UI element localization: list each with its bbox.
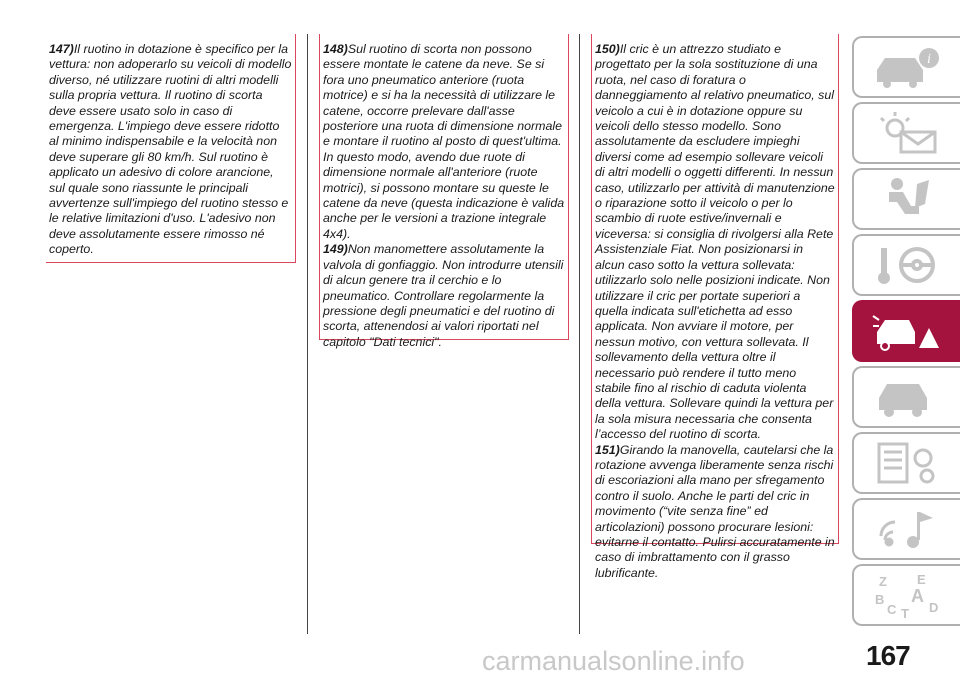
index-letters-icon bbox=[871, 572, 943, 618]
tab-car-info[interactable] bbox=[852, 36, 960, 98]
warning-box-150-151 bbox=[591, 34, 839, 580]
note-147 bbox=[49, 42, 292, 258]
warning-box-147 bbox=[46, 34, 296, 263]
emergency-icon bbox=[871, 308, 943, 354]
index-letter: E bbox=[917, 572, 926, 587]
note-number: 148) bbox=[323, 42, 348, 56]
note-text: Il ruotino in dotazione è specifico per la vettura: non adoperarlo su veicoli di modello diverso, né utilizzare ruotini di altri modelli sulla propria vettura. Il ruotino di scorta deve essere usato solo in caso di emergenza. L'impiego deve essere ridotto al minimo indispensabile e la velocità non deve superare gli 80 km/h. Sul ruotino è applicato un adesivo di colore arancione, sul quale sono riassunte le principali avvertenze sull'impiego del ruotino stesso e le relative limitazioni d'uso. L'adesivo non deve assolutamente essere rimosso né coperto. bbox=[49, 42, 292, 257]
index-letter: Z bbox=[879, 574, 887, 589]
note-number: 150) bbox=[595, 42, 620, 56]
note-150 bbox=[595, 42, 835, 443]
key-steering-icon bbox=[871, 242, 943, 288]
tab-car-maintenance[interactable] bbox=[852, 366, 960, 428]
watermark: carmanualsonline.info bbox=[482, 646, 745, 676]
note-text: Girando la manovella, cautelarsi che la rotazione avvenga liberamente senza rischi di escoriazioni alla mano per sfregamento contro il suolo. Anche le parti del cric in movimento (“vite senza fine” ed articolazioni) possono procurare lesioni: evitarne il contatto. Pulirsi accuratamente in caso di imbrattamento con il grasso lubrificante. bbox=[595, 442, 835, 580]
car-info-icon bbox=[871, 44, 943, 90]
tab-key-steering[interactable] bbox=[852, 234, 960, 296]
column-divider-2 bbox=[579, 34, 580, 634]
chapter-tabs bbox=[852, 0, 960, 678]
tab-index[interactable] bbox=[852, 564, 960, 626]
note-number: 149) bbox=[323, 242, 348, 257]
tab-technical-data[interactable] bbox=[852, 432, 960, 494]
index-letter: A bbox=[911, 586, 924, 606]
car-maintenance-icon bbox=[871, 374, 943, 420]
index-letter: B bbox=[875, 592, 885, 607]
warning-lights-icon bbox=[871, 110, 943, 156]
tab-multimedia[interactable] bbox=[852, 498, 960, 560]
tab-seat-airbag[interactable] bbox=[852, 168, 960, 230]
note-number: 147) bbox=[49, 42, 74, 56]
index-letter: T bbox=[901, 606, 909, 618]
note-text: Sul ruotino di scorta non possono essere montate le catene da neve. Se si fora uno pneumatico anteriore (ruota motrice) e si ha la necessità di utilizzare le catene, occorre prelevare dall'asse posteriore una ruota di dimensione normale e montare il ruotino al posto di quest'ultima. In questo modo, avendo due ruote di dimensione normale all'anteriore (ruote motrici), si possono montare su queste le catene da neve (questa indicazione è valida anche per le versioni a trazione integrale 4x4). bbox=[323, 42, 565, 241]
warning-box-148-149 bbox=[319, 34, 569, 349]
svg-text:i: i bbox=[927, 52, 931, 67]
note-151 bbox=[595, 443, 835, 582]
note-number: 151) bbox=[595, 442, 620, 457]
note-148 bbox=[323, 42, 565, 242]
seat-airbag-icon bbox=[871, 176, 943, 222]
index-letter: C bbox=[887, 602, 897, 617]
tab-emergency[interactable] bbox=[852, 300, 960, 362]
note-text: Non manomettere assolutamente la valvola di gonfiaggio. Non introdurre utensili di alcun genere tra il cerchio e lo pneumatico. Controllare regolarmente la pressione degli pneumatici e del ruotino di scorta, attenendosi ai valori riportati nel capitolo "Dati tecnici". bbox=[323, 242, 564, 349]
tab-warning-lights[interactable] bbox=[852, 102, 960, 164]
note-text: Il cric è un attrezzo studiato e progettato per la sola sostituzione di una ruota, nel caso di foratura o danneggiamento al relativo pneumatico, sul veicolo a cui è in dotazione oppure su veicoli dello stesso modello. Sono assolutamente da escludere impieghi diversi come ad esempio sollevare veicoli di altri modelli o oggetti differenti. In nessun caso, utilizzarlo per attività di manutenzione o riparazione sotto il veicolo o per lo scambio di ruote estive/invernali e viceversa: si consiglia di rivolgersi alla Rete Assistenziale Fiat. Non posizionarsi in alcun caso sotto la vettura sollevata: utilizzarlo solo nelle posizioni indicate. Non utilizzare il cric per portate superiori a quella indicata sull'etichetta ad esso applicata. Non avviare il motore, per nessun motivo, con vettura sollevata. Il sollevamento della vettura oltre il necessario può rendere il tutto meno stabile fino al rischio di caduta violenta della vettura. Sollevare quindi la vettura per la sola misura necessaria che consenta l’accesso del ruotino di scorta. bbox=[595, 42, 835, 442]
column-divider-1 bbox=[307, 34, 308, 634]
multimedia-icon bbox=[871, 506, 943, 552]
note-149 bbox=[323, 242, 565, 350]
technical-data-icon bbox=[871, 440, 943, 486]
index-letter: D bbox=[929, 600, 939, 615]
page-number: 167 bbox=[866, 640, 910, 671]
